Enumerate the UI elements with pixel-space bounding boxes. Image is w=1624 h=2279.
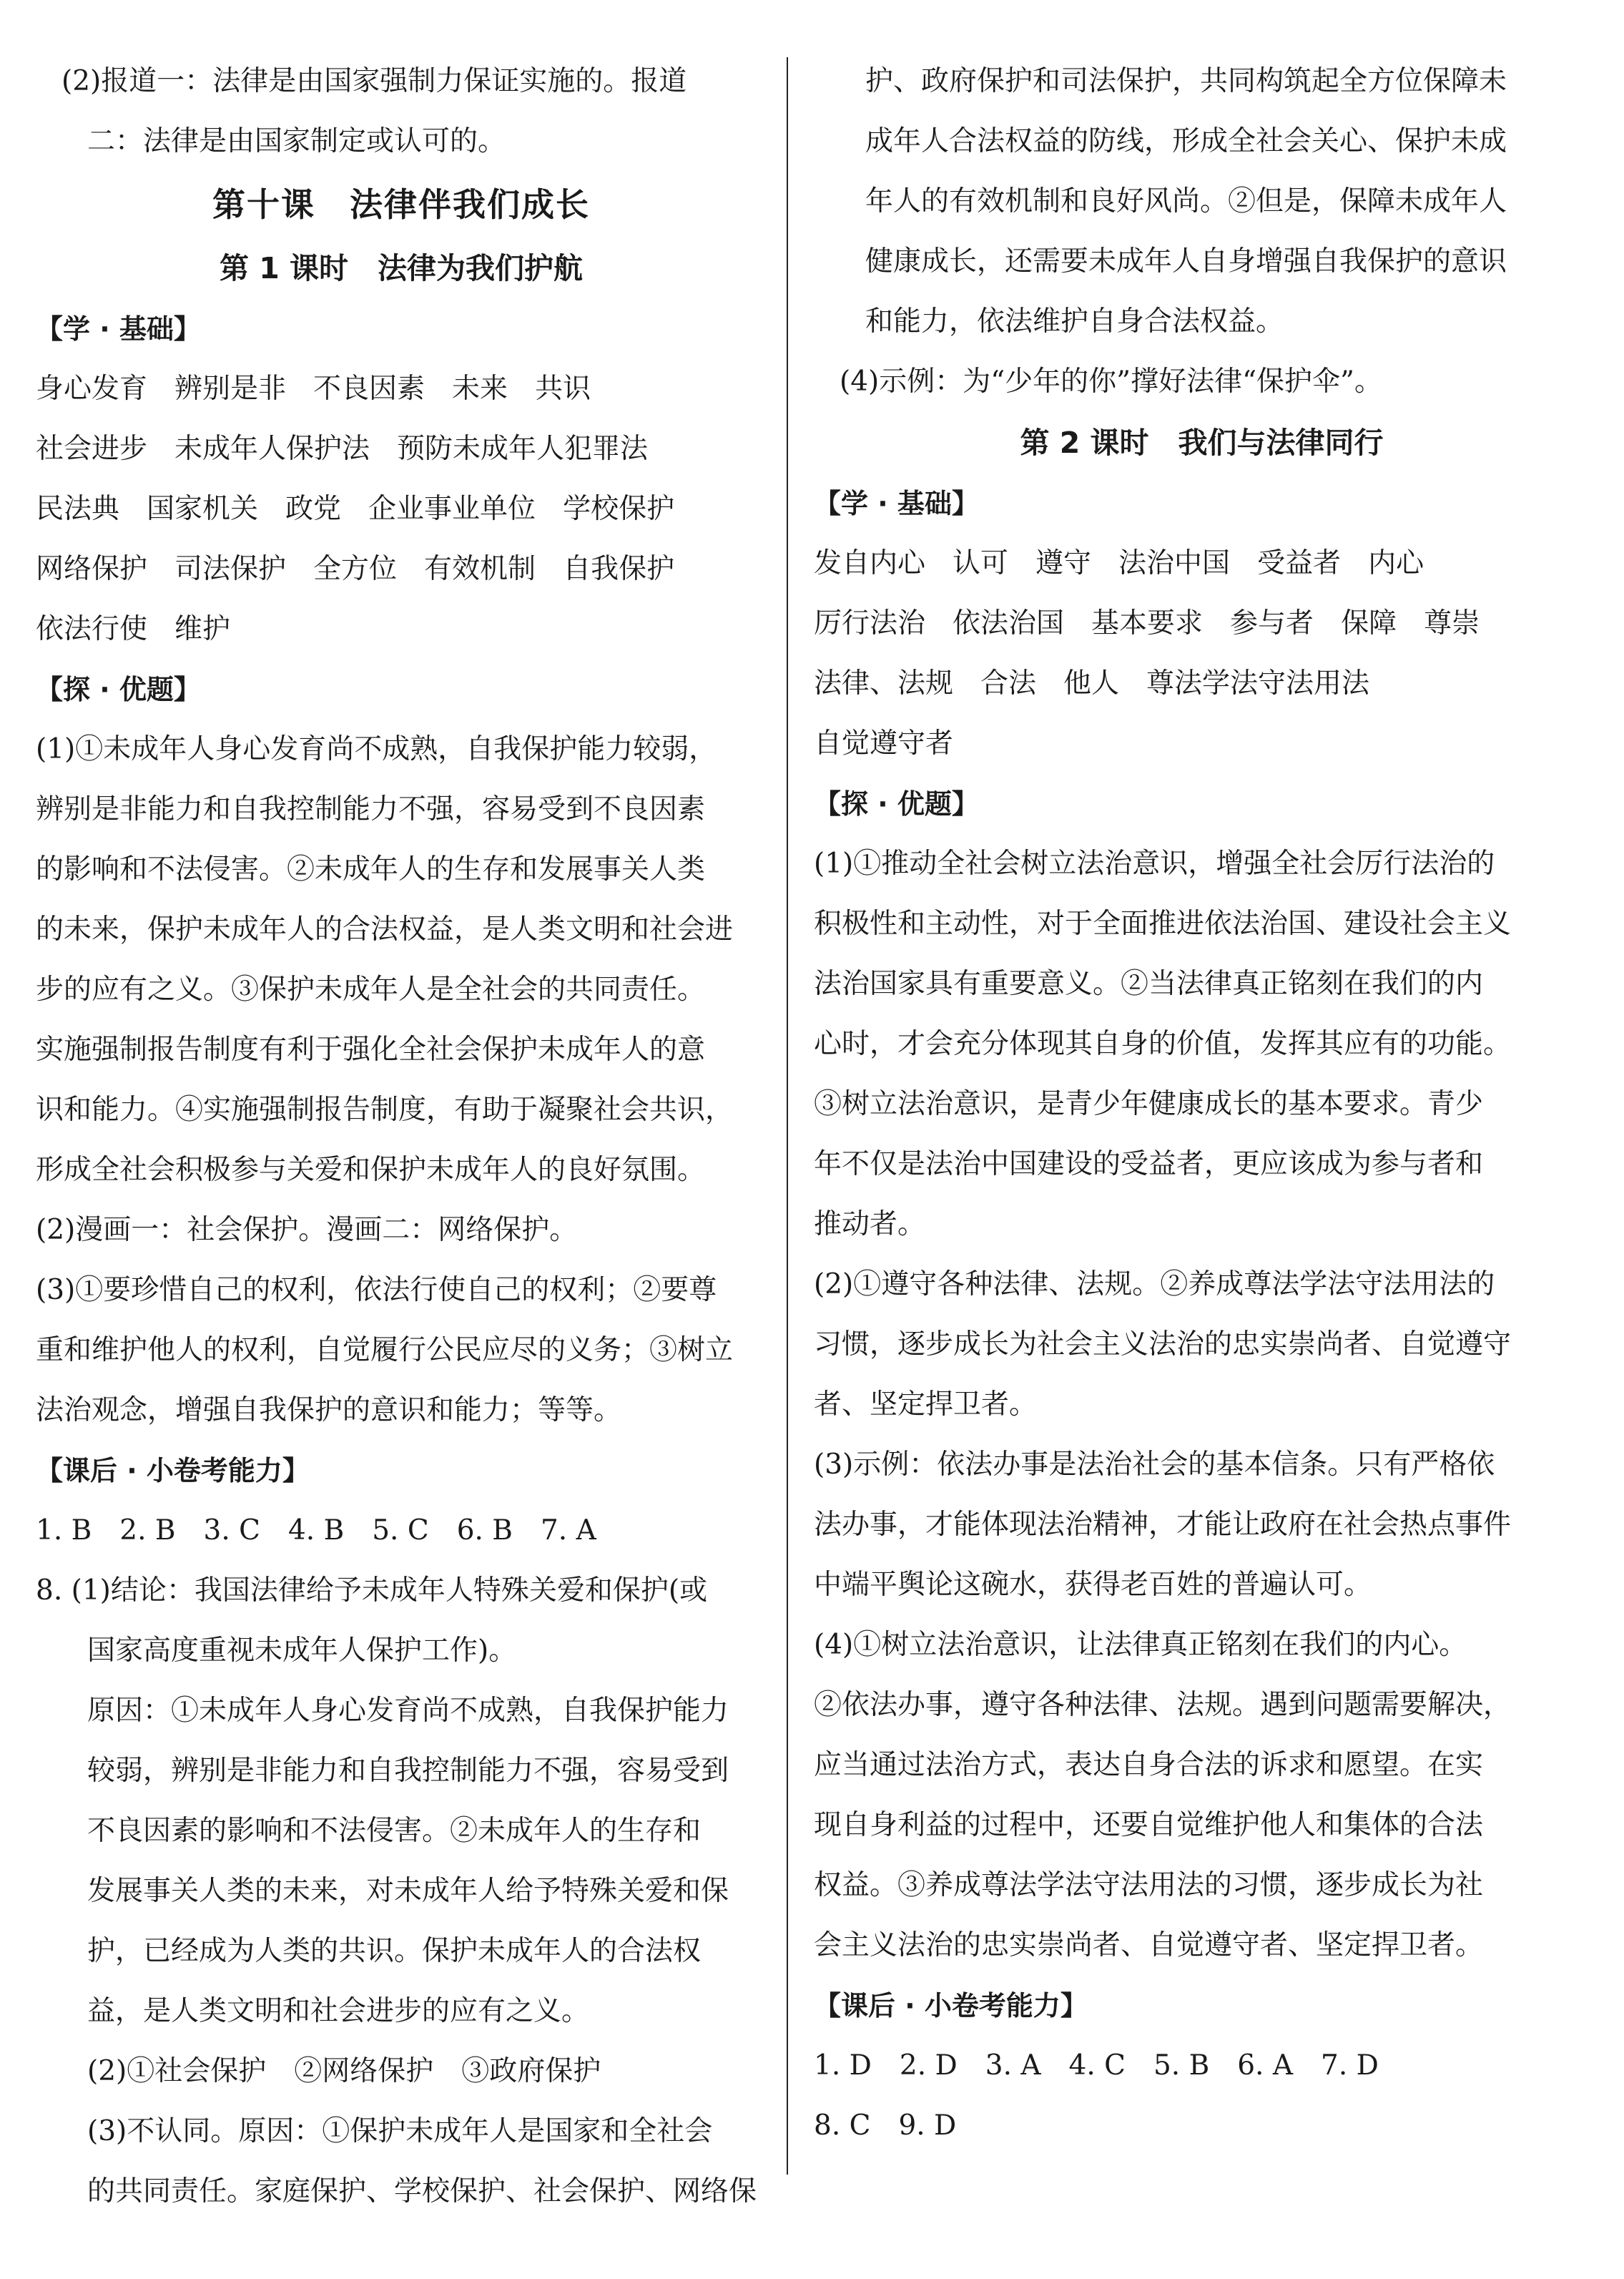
text-line: (2)①遵守各种法律、法规。②养成尊法学法守法用法的 — [814, 1268, 1495, 1300]
keyword: 他人 — [1063, 667, 1120, 700]
text-line: 步的应有之义。③保护未成年人是全社会的共同责任。 — [36, 974, 706, 1006]
text-line: 的共同责任。家庭保护、学校保护、社会保护、网络保 — [87, 2175, 757, 2207]
right-top-paragraph — [814, 52, 1590, 412]
text-line: 二：法律是由国家制定或认可的。 — [87, 125, 506, 157]
keyword: 厉行法治 — [814, 607, 926, 639]
text-line: 识和能力。④实施强制报告制度，有助于凝聚社会共识， — [36, 1094, 734, 1126]
text-line: 习惯，逐步成长为社会主义法治的忠实崇尚者、自觉遵守 — [814, 1328, 1512, 1361]
text-line: (4)示例：为“少年的你”撑好法律“保护伞”。 — [840, 366, 1382, 398]
period2-title: 第 2 课时 我们与法律同行 — [1020, 426, 1384, 460]
text-line: (1)①未成年人身心发育尚不成熟，自我保护能力较弱， — [36, 733, 717, 765]
text-line: 法治观念，增强自我保护的意识和能力；等等。 — [36, 1394, 622, 1426]
choice-answers: 1. D 2. D 3. A 4. C 5. B 6. A 7. D — [814, 2049, 1379, 2082]
keyword: 共识 — [535, 373, 591, 405]
explore-answers — [814, 834, 1590, 1976]
keyword-row — [814, 714, 1590, 774]
keyword: 学校保护 — [563, 493, 675, 525]
right-column — [814, 52, 1590, 2156]
keyword: 法治中国 — [1118, 547, 1231, 579]
text-line: 护、政府保护和司法保护，共同构筑起全方位保障未 — [865, 65, 1507, 97]
text-line: (1)①推动全社会树立法治意识，增强全社会厉行法治的 — [814, 848, 1495, 880]
text-line: 者、坚定捍卫者。 — [814, 1388, 1038, 1421]
left-column — [36, 52, 767, 2222]
keyword: 法律、法规 — [814, 667, 954, 700]
text-line: 积极性和主动性，对于全面推进依法治国、建设社会主义 — [814, 908, 1512, 940]
text-line: 较弱，辨别是非能力和自我控制能力不强，容易受到 — [87, 1755, 729, 1787]
keyword: 国家机关 — [147, 493, 259, 525]
text-line: 年不仅是法治中国建设的受益者，更应该成为参与者和 — [814, 1148, 1484, 1180]
keyword: 保障 — [1341, 607, 1397, 639]
keyword-block — [36, 359, 767, 660]
keyword-row — [36, 359, 767, 419]
text-line: 益，是人类文明和社会进步的应有之义。 — [87, 1995, 590, 2027]
keyword: 合法 — [980, 667, 1037, 700]
choice-answers: 8. C 9. D — [814, 2109, 957, 2142]
text-line: (4)①树立法治意识，让法律真正铭刻在我们的内心。 — [814, 1629, 1467, 1661]
keyword: 不良因素 — [313, 373, 425, 405]
keyword-row — [36, 599, 767, 660]
text-line: 重和维护他人的权利，自觉履行公民应尽的义务；③树立 — [36, 1334, 734, 1366]
keyword-row — [36, 539, 767, 599]
keyword: 受益者 — [1257, 547, 1342, 579]
column-divider — [787, 57, 788, 2175]
section-heading-after-class: 【课后 · 小卷考能力】 — [814, 1990, 1088, 2021]
text-line: 中端平舆论这碗水，获得老百姓的普遍认可。 — [814, 1569, 1372, 1601]
text-line: 心时，才会充分体现其自身的价值，发挥其应有的功能。 — [814, 1028, 1512, 1060]
keyword: 有效机制 — [424, 553, 536, 585]
keyword: 企业事业单位 — [368, 493, 536, 525]
text-line: 辨别是非能力和自我控制能力不强，容易受到不良因素 — [36, 793, 706, 825]
keyword: 内心 — [1368, 547, 1424, 579]
section-heading-explore: 【探 · 优题】 — [814, 788, 979, 820]
section-heading-explore: 【探 · 优题】 — [36, 674, 201, 705]
keyword: 身心发育 — [36, 373, 148, 405]
keyword: 自觉遵守者 — [814, 727, 954, 760]
text-line: 原因：①未成年人身心发育尚不成熟，自我保护能力 — [87, 1695, 729, 1727]
keyword: 发自内心 — [814, 547, 926, 579]
keyword: 自我保护 — [563, 553, 675, 585]
explore-answers — [36, 720, 767, 1441]
text-line: 法治国家具有重要意义。②当法律真正铭刻在我们的内 — [814, 968, 1484, 1000]
text-line: 护，已经成为人类的共识。保护未成年人的合法权 — [87, 1935, 702, 1967]
text-line: 成年人合法权益的防线，形成全社会关心、保护未成 — [865, 125, 1507, 157]
keyword-row — [814, 534, 1590, 594]
keyword: 认可 — [953, 547, 1009, 579]
keyword: 全方位 — [313, 553, 398, 585]
keyword-row — [814, 654, 1590, 714]
keyword: 依法行使 — [36, 613, 148, 645]
keyword: 基本要求 — [1091, 607, 1204, 639]
keyword: 依法治国 — [953, 607, 1065, 639]
question-8-answer — [36, 1561, 767, 2222]
text-line: 8. (1)结论：我国法律给予未成年人特殊关爱和保护(或 — [36, 1574, 708, 1607]
text-line: 会主义法治的忠实崇尚者、自觉遵守者、坚定捍卫者。 — [814, 1929, 1484, 1961]
text-line: 和能力，依法维护自身合法权益。 — [865, 305, 1284, 338]
keyword: 遵守 — [1035, 547, 1092, 579]
text-line: (3)不认同。原因：①保护未成年人是国家和全社会 — [87, 2115, 713, 2147]
text-line: 现自身利益的过程中，还要自觉维护他人和集体的合法 — [814, 1809, 1484, 1841]
text-line: (2)漫画一：社会保护。漫画二：网络保护。 — [36, 1214, 578, 1246]
keyword-row — [814, 594, 1590, 654]
text-line: 年人的有效机制和良好风尚。②但是，保障未成年人 — [865, 185, 1507, 217]
text-line: 权益。③养成尊法学法守法用法的习惯，逐步成长为社 — [814, 1869, 1484, 1901]
text-line: 推动者。 — [814, 1208, 926, 1240]
text-line: 的未来，保护未成年人的合法权益，是人类文明和社会进 — [36, 913, 734, 946]
keyword: 司法保护 — [174, 553, 287, 585]
text-line: 不良因素的影响和不法侵害。②未成年人的生存和 — [87, 1815, 702, 1847]
text-line: (3)示例：依法办事是法治社会的基本信条。只有严格依 — [814, 1449, 1495, 1481]
text-line: (3)①要珍惜自己的权利，依法行使自己的权利；②要尊 — [36, 1274, 717, 1306]
lesson-title: 第十课 法律伴我们成长 — [212, 185, 590, 224]
text-line: 的影响和不法侵害。②未成年人的生存和发展事关人类 — [36, 853, 706, 886]
keyword: 维护 — [174, 613, 231, 645]
text-line: 形成全社会积极参与关爱和保护未成年人的良好氛围。 — [36, 1154, 706, 1186]
text-line: 法办事，才能体现法治精神，才能让政府在社会热点事件 — [814, 1509, 1512, 1541]
keyword-row — [36, 479, 767, 539]
section-heading-basic: 【学 · 基础】 — [814, 488, 979, 519]
left-top-paragraph — [36, 52, 767, 172]
keyword: 参与者 — [1230, 607, 1314, 639]
text-line: (2)①社会保护 ②网络保护 ③政府保护 — [87, 2055, 601, 2087]
text-line: 应当通过法治方式，表达自身合法的诉求和愿望。在实 — [814, 1749, 1484, 1781]
keyword-block — [814, 534, 1590, 774]
keyword: 未成年人保护法 — [174, 433, 370, 465]
text-line: (2)报道一：法律是由国家强制力保证实施的。报道 — [61, 65, 687, 97]
text-line: 实施强制报告制度有利于强化全社会保护未成年人的意 — [36, 1034, 706, 1066]
keyword: 尊法学法守法用法 — [1146, 667, 1370, 700]
section-heading-basic: 【学 · 基础】 — [36, 313, 201, 345]
text-line: ③树立法治意识，是青少年健康成长的基本要求。青少 — [814, 1088, 1484, 1120]
choice-answers: 1. B 2. B 3. C 4. B 5. C 6. B 7. A — [36, 1514, 596, 1547]
text-line: ②依法办事，遵守各种法律、法规。遇到问题需要解决， — [814, 1689, 1512, 1721]
keyword: 民法典 — [36, 493, 120, 525]
keyword: 网络保护 — [36, 553, 148, 585]
keyword: 预防未成年人犯罪法 — [397, 433, 649, 465]
text-line: 健康成长，还需要未成年人自身增强自我保护的意识 — [865, 245, 1507, 278]
keyword: 未来 — [452, 373, 508, 405]
text-line: 发展事关人类的未来，对未成年人给予特殊关爱和保 — [87, 1875, 729, 1907]
keyword: 社会进步 — [36, 433, 148, 465]
keyword: 尊崇 — [1424, 607, 1480, 639]
text-line: 国家高度重视未成年人保护工作)。 — [87, 1634, 517, 1667]
keyword-row — [36, 419, 767, 479]
period1-title: 第 1 课时 法律为我们护航 — [219, 251, 584, 285]
keyword: 政党 — [285, 493, 342, 525]
keyword: 辨别是非 — [174, 373, 287, 405]
section-heading-after-class: 【课后 · 小卷考能力】 — [36, 1455, 310, 1486]
